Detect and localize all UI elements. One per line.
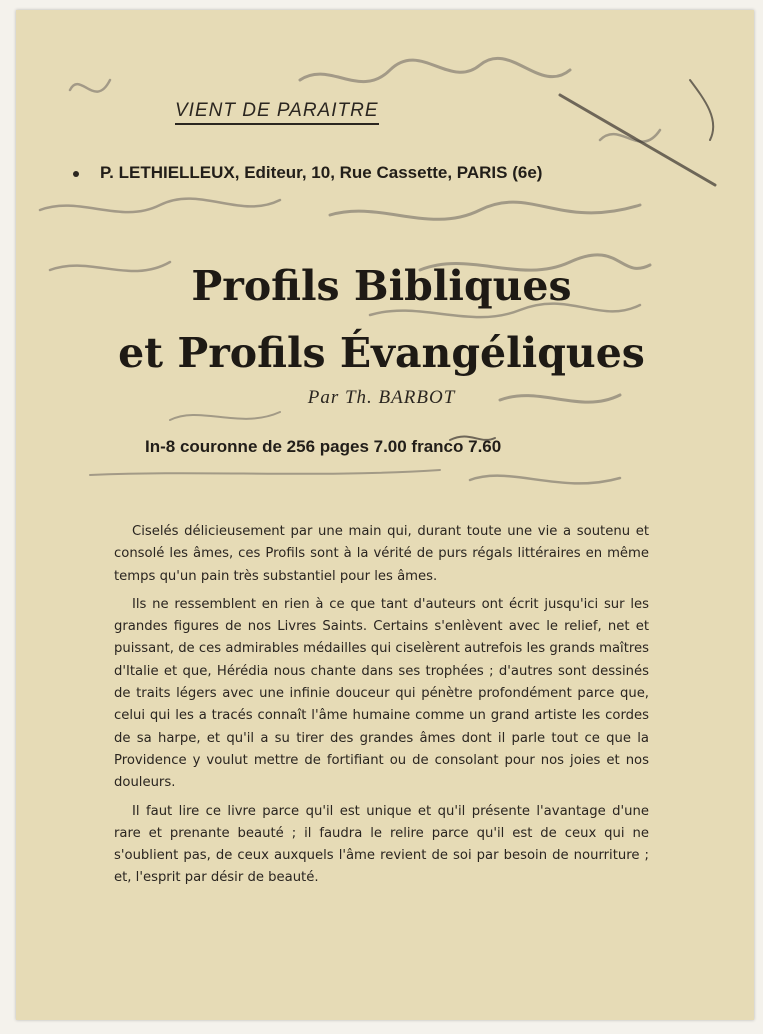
format-price-line: In-8 couronne de 256 pages 7.00 franco 7.60 (145, 437, 502, 456)
author-line: Par Th. BARBOT (307, 387, 456, 408)
paragraph: Il faut lire ce livre parce qu'il est unique et qu'il présente l'avantage d'une rare et prenante beauté ; il faudra le relire parce qu'il est de ceux qui ne s'oublient pas, de ceux auxquels l'âme revient de soi par besoin de nourriture ; et, l'esprit par désir de beauté. (114, 803, 649, 886)
publisher-line: P. LETHIELLEUX, Editeur, 10, Rue Cassette, PARIS (6e) (100, 163, 543, 182)
announcement-heading: VIENT DE PARAITRE (175, 100, 379, 125)
title-line-2: et Profils Évangéliques (118, 329, 645, 377)
bullet-dot (73, 171, 79, 177)
title-line-1: Profils Bibliques (191, 262, 572, 310)
paragraph: Ils ne ressemblent en rien à ce que tant d'auteurs ont écrit jusqu'ici sur les grandes figures de nos Livres Saints. Certains s'enlèvent avec le relief, net et puissant, de ces admirables médailles qui ciselèrent autrefois les grands maîtres d'Italie et que, Hérédia nous chante dans ses trophées ; d'autres sont dessinés de traits légers avec une infinie douceur qui pénètre profondément parce que, celui qui les a tracés connaît l'âme humaine comme un grand artiste les cordes de sa harpe, et qu'il a su tirer des grandes âmes dont il parle tout ce que la Providence y voulut mettre de fortifiant ou de consolant pour nos joies et nos douleurs. (114, 596, 649, 791)
description-body (114, 521, 649, 896)
paragraph: Ciselés délicieusement par une main qui, durant toute une vie a soutenu et consolé les âmes, ces Profils sont à la vérité de purs régals littéraires en même temps qu'un pain très substantiel pour les âmes. (114, 524, 649, 584)
